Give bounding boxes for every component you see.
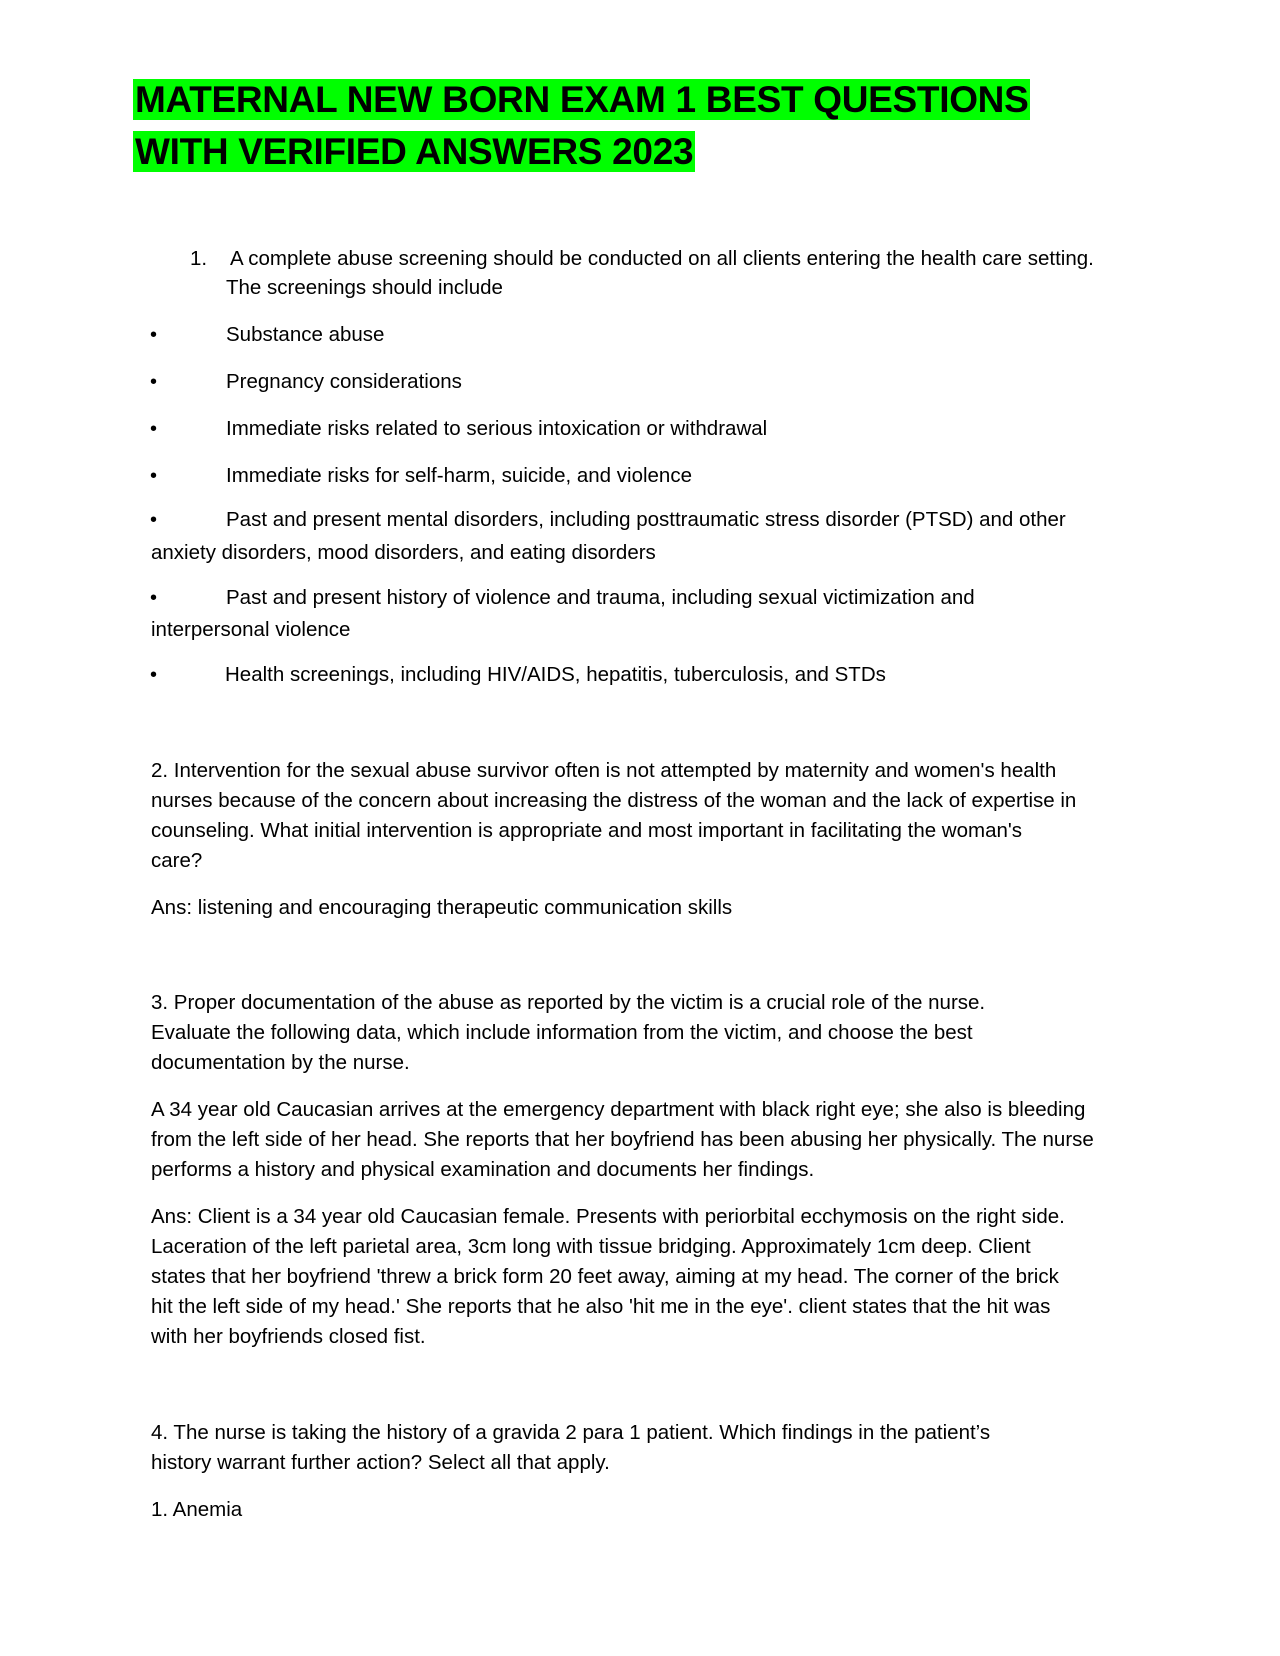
q3-scenario-line: A 34 year old Caucasian arrives at the emergency department with black right eye; she also is bleeding	[151, 1098, 1086, 1121]
bullet-icon: •	[150, 587, 158, 609]
q3-scenario-line: from the left side of her head. She reports that her boyfriend has been abusing her physically. The nurse	[151, 1128, 1094, 1151]
q4-option: 1. Anemia	[151, 1498, 243, 1521]
q3-text-line: 3. Proper documentation of the abuse as reported by the victim is a crucial role of the nurse.	[151, 991, 986, 1014]
bullet-item: Past and present history of violence and trauma, including sexual victimization and	[226, 586, 975, 609]
bullet-item: Immediate risks related to serious intoxication or withdrawal	[226, 417, 768, 440]
bullet-item: Health screenings, including HIV/AIDS, hepatitis, tuberculosis, and STDs	[225, 663, 886, 686]
q1-text-line1: A complete abuse screening should be conducted on all clients entering the health care setting.	[230, 247, 1094, 270]
bullet-item-continued: interpersonal violence	[151, 618, 351, 641]
bullet-icon: •	[150, 509, 158, 531]
q1-number: 1.	[190, 247, 208, 270]
bullet-item: Pregnancy considerations	[226, 370, 462, 393]
bullet-icon: •	[150, 465, 158, 487]
q2-text-line: care?	[151, 849, 203, 872]
bullet-icon: •	[150, 664, 158, 686]
q3-text-line: documentation by the nurse.	[151, 1051, 410, 1074]
bullet-icon: •	[150, 324, 158, 346]
bullet-item: Immediate risks for self-harm, suicide, and violence	[226, 464, 692, 487]
q1-text-line2: The screenings should include	[226, 276, 503, 299]
q2-text-line: nurses because of the concern about increasing the distress of the woman and the lack of expertise in	[151, 789, 1077, 812]
q2-text-line: 2. Intervention for the sexual abuse survivor often is not attempted by maternity and women's health	[151, 759, 1057, 782]
q3-answer-line: Laceration of the left parietal area, 3cm long with tissue bridging. Approximately 1cm deep. Client	[151, 1235, 1031, 1258]
q3-answer-line: hit the left side of my head.' She reports that he also 'hit me in the eye'. client states that the hit was	[151, 1295, 1051, 1318]
q3-answer-line: Ans: Client is a 34 year old Caucasian female. Presents with periorbital ecchymosis on the right side.	[151, 1205, 1065, 1228]
q3-text-line: Evaluate the following data, which include information from the victim, and choose the best	[151, 1021, 973, 1044]
q3-scenario-line: performs a history and physical examination and documents her findings.	[151, 1158, 815, 1181]
bullet-item: Past and present mental disorders, including posttraumatic stress disorder (PTSD) and other	[226, 508, 1066, 531]
bullet-icon: •	[150, 371, 158, 393]
bullet-item: Substance abuse	[226, 323, 385, 346]
q4-text-line: history warrant further action? Select all that apply.	[151, 1451, 610, 1474]
q2-answer: Ans: listening and encouraging therapeutic communication skills	[151, 896, 733, 919]
page-title	[133, 74, 1113, 178]
q3-answer-line: with her boyfriends closed fist.	[151, 1325, 426, 1348]
q2-text-line: counseling. What initial intervention is appropriate and most important in facilitating the woman's	[151, 819, 1023, 842]
bullet-item-continued: anxiety disorders, mood disorders, and eating disorders	[151, 541, 656, 564]
bullet-icon: •	[150, 418, 158, 440]
title-highlight: MATERNAL NEW BORN EXAM 1 BEST QUESTIONS WITH VERIFIED ANSWERS 2023	[135, 79, 1029, 172]
q4-text-line: 4. The nurse is taking the history of a gravida 2 para 1 patient. Which findings in the patient’s	[151, 1421, 991, 1444]
q3-answer-line: states that her boyfriend 'threw a brick form 20 feet away, aiming at my head. The corner of the brick	[151, 1265, 1059, 1288]
